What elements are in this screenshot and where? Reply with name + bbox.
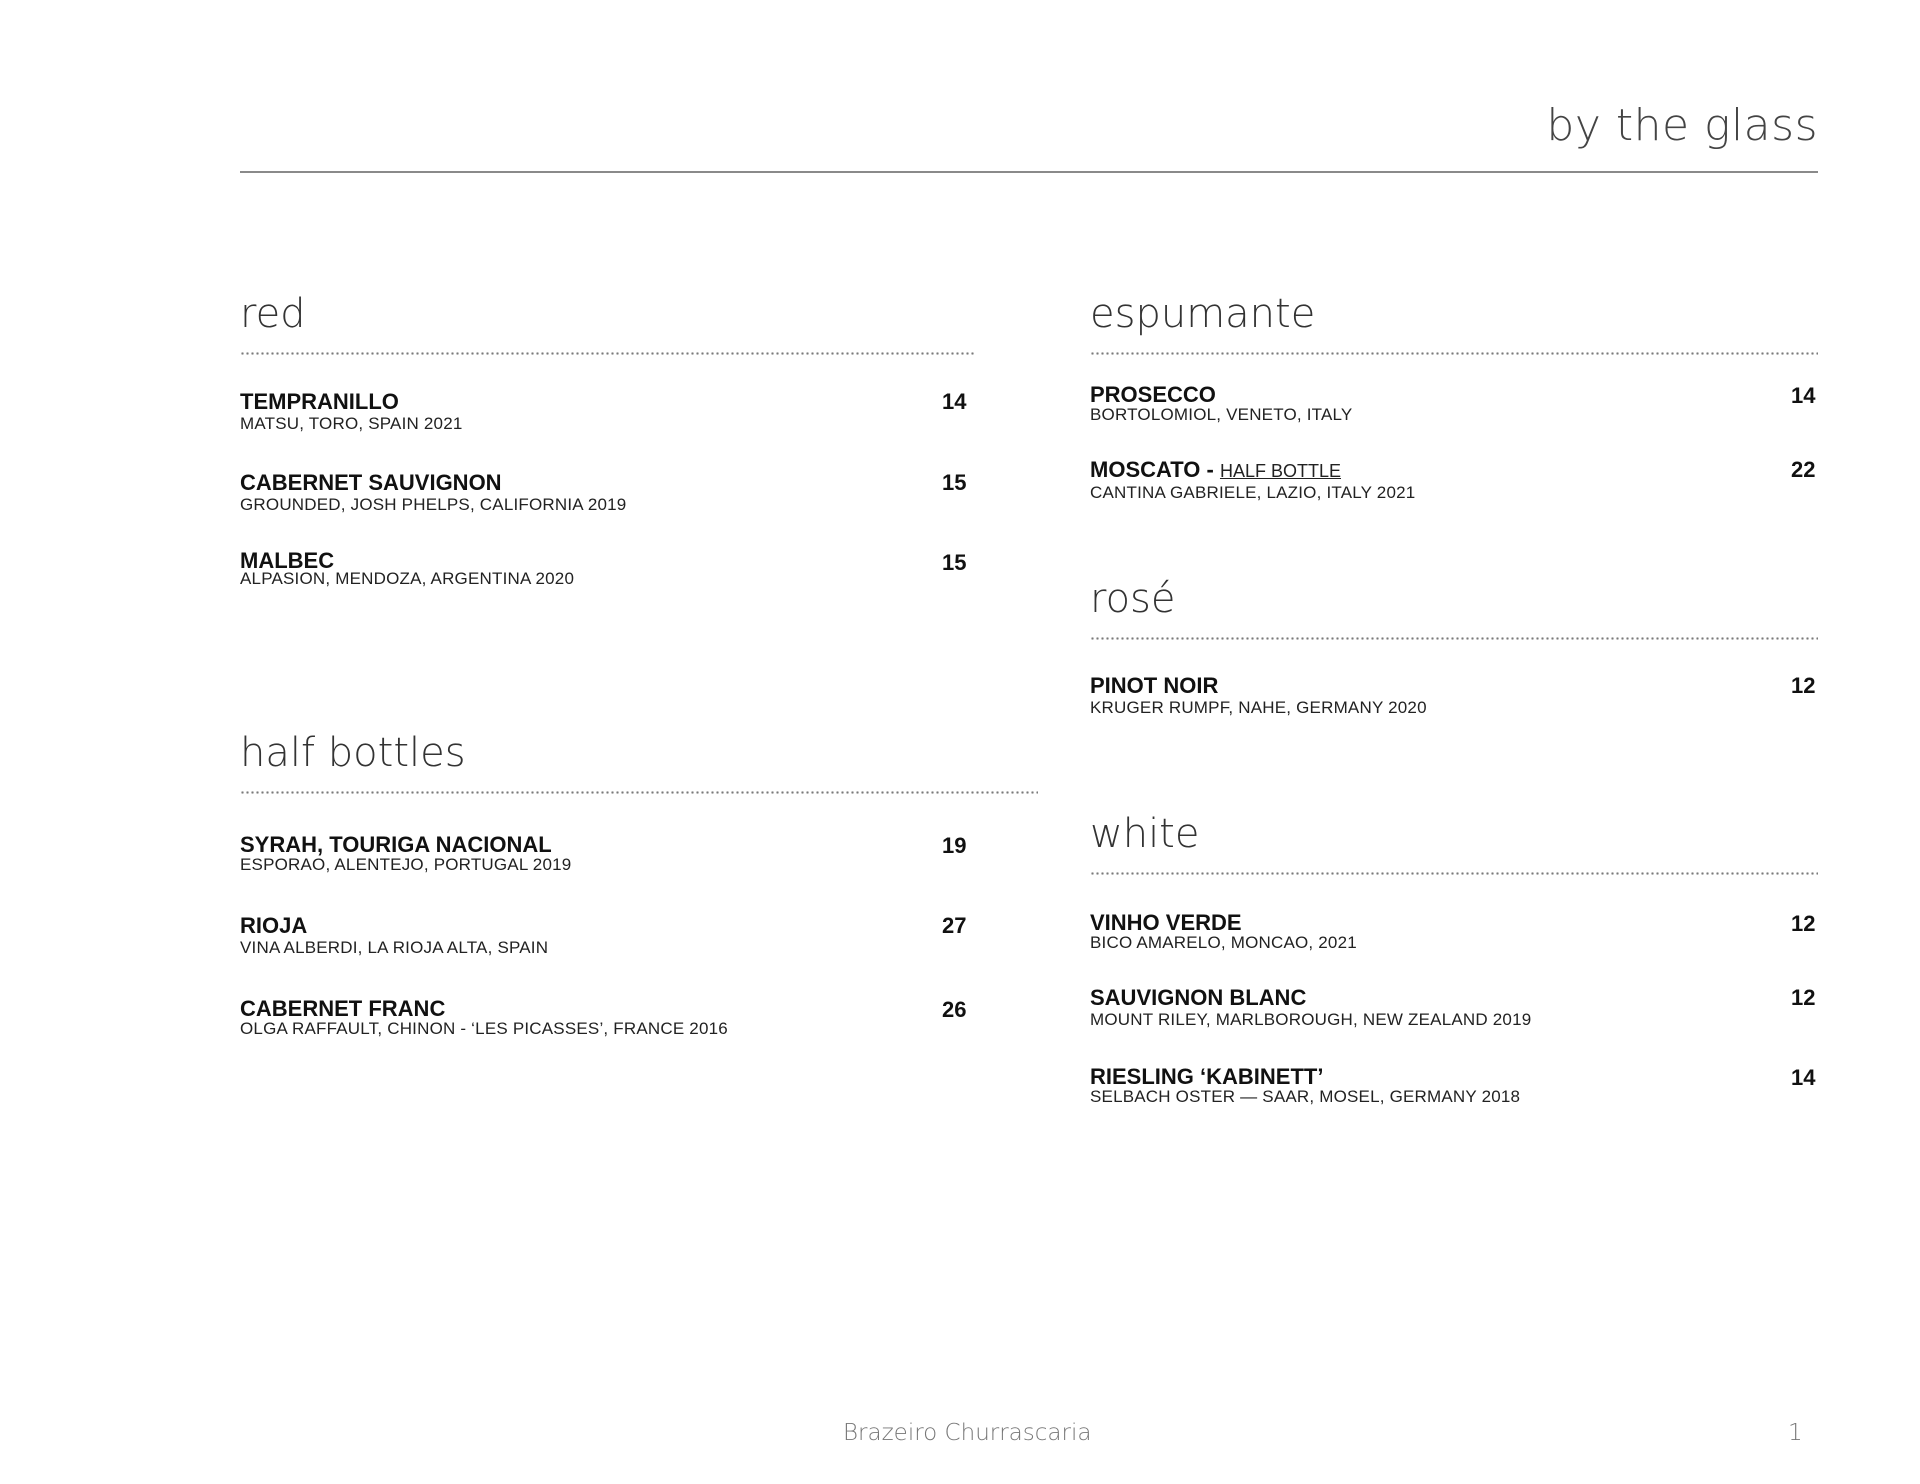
wine-detail: CANTINA GABRIELE, LAZIO, ITALY 2021: [1090, 483, 1416, 502]
footer-restaurant-name: Brazeiro Churrascaria: [843, 1420, 1092, 1446]
wine-price: 12: [1791, 911, 1816, 936]
wine-name: TEMPRANILLO: [240, 389, 399, 414]
wine-item-pinot-noir: [1090, 674, 1818, 718]
section-heading-red: red: [240, 291, 306, 337]
wine-price: 22: [1791, 457, 1816, 482]
wine-item-sauvignon-blanc: [1090, 986, 1818, 1030]
wine-detail: OLGA RAFFAULT, CHINON - ‘LES PICASSES’, FRANCE 2016: [240, 1019, 728, 1038]
section-heading-espumante: espumante: [1090, 291, 1316, 337]
wine-detail: MOUNT RILEY, MARLBOROUGH, NEW ZEALAND 2019: [1090, 1010, 1532, 1029]
wine-price: 26: [942, 997, 967, 1022]
wine-item-riesling-kabinett: [1090, 1066, 1818, 1106]
section-heading-rose: rosé: [1090, 576, 1176, 622]
wine-detail: ESPORAO, ALENTEJO, PORTUGAL 2019: [240, 855, 572, 874]
wine-item-syrah-touriga-nacional: [240, 834, 975, 874]
wine-price: 15: [942, 550, 967, 575]
wine-item-prosecco: [1090, 384, 1818, 424]
dotted-divider: [240, 352, 975, 355]
wine-detail: BICO AMARELO, MONCAO, 2021: [1090, 933, 1357, 952]
wine-name: VINHO VERDE: [1090, 910, 1242, 935]
wine-detail: MATSU, TORO, SPAIN 2021: [240, 414, 463, 433]
section-red: [240, 290, 975, 355]
half-bottle-note: HALF BOTTLE: [1219, 461, 1341, 481]
wine-item-tempranillo: [240, 390, 975, 434]
wine-name: PINOT NOIR: [1090, 673, 1219, 698]
wine-item-cabernet-franc: [240, 998, 975, 1038]
page-number: 1: [1788, 1420, 1803, 1446]
wine-detail: BORTOLOMIOL, VENETO, ITALY: [1090, 405, 1353, 424]
wine-name: RIOJA: [240, 913, 308, 938]
wine-name: SYRAH, TOURIGA NACIONAL: [240, 832, 552, 857]
title-rule: [240, 171, 1818, 173]
wine-name: SAUVIGNON BLANC: [1090, 985, 1307, 1010]
wine-price: 15: [942, 470, 967, 495]
wine-detail: VINA ALBERDI, LA RIOJA ALTA, SPAIN: [240, 938, 549, 957]
wine-name: RIESLING ‘KABINETT’: [1090, 1064, 1324, 1089]
wine-price: 12: [1791, 985, 1816, 1010]
wine-detail: KRUGER RUMPF, NAHE, GERMANY 2020: [1090, 698, 1427, 717]
wine-item-malbec: [240, 548, 975, 588]
wine-detail: GROUNDED, JOSH PHELPS, CALIFORNIA 2019: [240, 495, 627, 514]
wine-name: CABERNET FRANC: [240, 996, 446, 1021]
section-rose: [1090, 575, 1818, 640]
dotted-divider: [240, 791, 1038, 794]
wine-price: 19: [942, 833, 967, 858]
wine-item-vinho-verde: [1090, 912, 1818, 952]
wine-price: 14: [1791, 1065, 1816, 1090]
wine-detail: SELBACH OSTER — SAAR, MOSEL, GERMANY 2018: [1090, 1087, 1521, 1106]
section-white: [1090, 810, 1818, 875]
wine-name: MOSCATO -: [1090, 457, 1220, 482]
wine-name: MALBEC: [240, 548, 335, 573]
wine-price: 14: [942, 389, 967, 414]
wine-price: 14: [1791, 383, 1816, 408]
wine-price: 12: [1791, 673, 1816, 698]
wine-item-rioja: [240, 914, 975, 958]
section-half-bottles: [240, 729, 1038, 794]
section-espumante: [1090, 290, 1818, 355]
section-heading-white: white: [1090, 811, 1200, 857]
wine-item-cabernet-sauvignon: [240, 471, 975, 515]
wine-name: CABERNET SAUVIGNON: [240, 470, 502, 495]
page-title: by the glass: [1546, 100, 1818, 151]
wine-detail: ALPASION, MENDOZA, ARGENTINA 2020: [240, 569, 575, 588]
wine-name-row: [1090, 458, 1818, 483]
dotted-divider: [1090, 637, 1818, 640]
wine-name: PROSECCO: [1090, 382, 1216, 407]
wine-item-moscato: [1090, 458, 1818, 503]
section-heading-half-bottles: half bottles: [240, 730, 466, 776]
wine-price: 27: [942, 913, 967, 938]
dotted-divider: [1090, 872, 1818, 875]
dotted-divider: [1090, 352, 1818, 355]
